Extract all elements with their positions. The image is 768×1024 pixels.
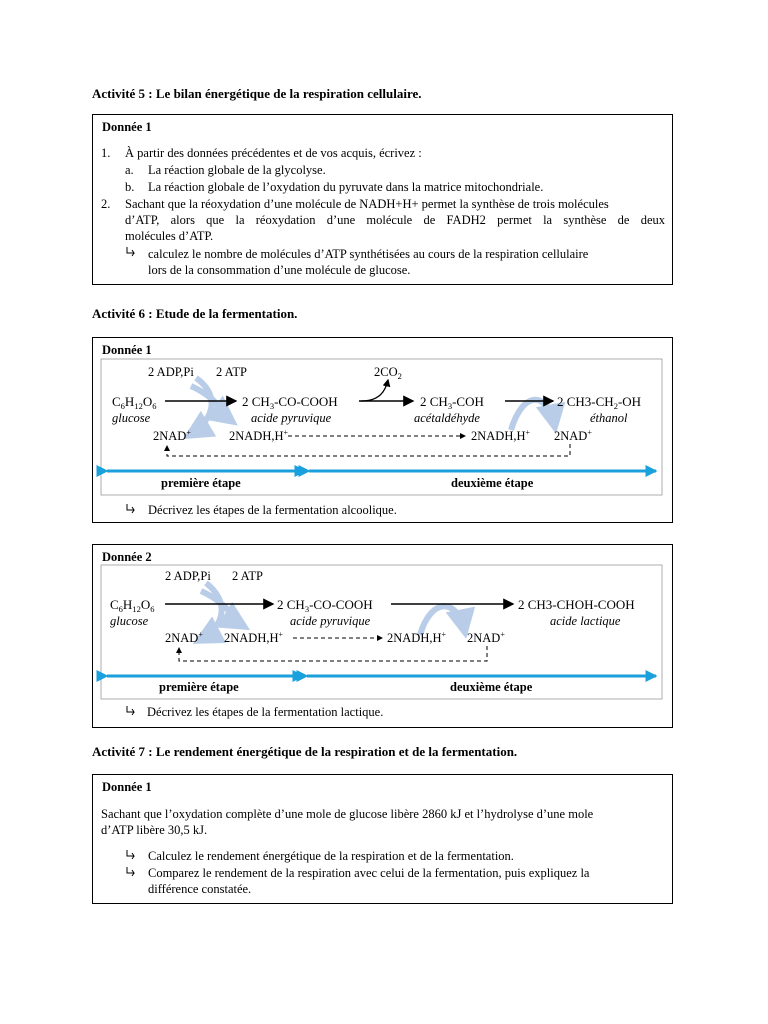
item2-line1: Sachant que la réoxydation d’une molécule de NADH+H+ permet la synthèse de trois molécules xyxy=(125,197,609,211)
diagram-frame xyxy=(101,359,662,495)
pointing-arrow-icon xyxy=(125,246,138,262)
pyruvate-name: acide pyruvique xyxy=(290,614,371,628)
curved-arrow-nad-nadh xyxy=(201,591,245,627)
item1a-text: La réaction globale de la glycolyse. xyxy=(148,163,326,177)
item2-line2: d’ATP, alors que la réoxydation d’une molécule de FADH2 permet la synthèse de deux xyxy=(125,213,665,227)
pyruvate-formula: 2 $CH_3-CO$-COOH xyxy=(277,597,373,614)
question2-line2: différence constatée. xyxy=(148,882,252,896)
donnee2-title: Donnée 2 xyxy=(102,550,152,564)
alcoholic-fermentation-diagram xyxy=(93,338,673,523)
curved-arrow-nadh-nad xyxy=(511,400,555,430)
nad-left: 2NAD+ xyxy=(165,630,203,645)
pointing-arrow-icon xyxy=(125,849,138,865)
para-line1: Sachant que l’oxydation complète d’une mole de glucose libère 2860 kJ et l’hydrolyse d’une mole xyxy=(101,807,594,821)
item1b-label: b. xyxy=(125,180,135,194)
activity5-heading: Activité 5 : Le bilan énergétique de la respiration cellulaire. xyxy=(92,86,422,101)
activity6-heading: Activité 6 : Etude de la fermentation. xyxy=(92,306,298,321)
donnee2-question: Décrivez les étapes de la fermentation lactique. xyxy=(147,705,384,719)
item1-number: 1. xyxy=(101,146,111,160)
glucose-name: glucose xyxy=(112,411,151,425)
para-line2: d’ATP libère 30,5 kJ. xyxy=(101,823,208,837)
question2-line1: Comparez le rendement de la respiration avec celui de la fermentation, puis expliquez la xyxy=(148,866,590,880)
activity7-box xyxy=(92,774,673,904)
donnee1-question: Décrivez les étapes de la fermentation alcoolique. xyxy=(148,503,397,517)
activity7-heading: Activité 7 : Le rendement énergétique de la respiration et de la fermentation. xyxy=(92,744,518,759)
question1: Calculez le rendement énergétique de la respiration et de la fermentation. xyxy=(148,849,514,863)
acetaldehyde-formula: 2 $CH_3$-COH xyxy=(420,394,484,411)
item2-sub-line2: lors de la consommation d’une molécule de glucose. xyxy=(148,263,411,277)
atp-label: 2 ATP xyxy=(232,569,263,583)
nad-right: 2NAD+ xyxy=(467,630,505,645)
first-stage-label: première étape xyxy=(159,680,239,694)
nad-regeneration-loop xyxy=(167,444,570,456)
adp-label: 2 ADP,Pi xyxy=(165,569,211,583)
ethanol-formula: 2 $CH3-CH_2-OH$ xyxy=(557,394,642,411)
item2-number: 2. xyxy=(101,197,111,211)
adp-label: 2 ADP,Pi xyxy=(148,365,194,379)
donnee1-title: Donnée 1 xyxy=(102,343,152,357)
activity5-box-title: Donnée 1 xyxy=(102,120,152,134)
item2-line3: molécules d’ATP. xyxy=(125,229,214,243)
pyruvate-formula: 2 $CH_3-CO$-COOH xyxy=(242,394,338,411)
second-stage-label: deuxième étape xyxy=(450,680,533,694)
item2-sub-line1: calculez le nombre de molécules d’ATP synthétisées au cours de la respiration cellulaire xyxy=(148,247,589,261)
glucose-name: glucose xyxy=(110,614,149,628)
nadh-left: 2NADH,H+ xyxy=(224,630,284,645)
nadh-right: 2NADH,H+ xyxy=(387,630,447,645)
item1-text: À partir des données précédentes et de vos acquis, écrivez : xyxy=(125,146,422,160)
item1a-label: a. xyxy=(125,163,134,177)
nadh-right: 2NADH,H+ xyxy=(471,428,531,443)
nad-regeneration-loop xyxy=(179,646,487,661)
second-stage-label: deuxième étape xyxy=(451,476,534,490)
glucose-formula: $C_6H_{12}O_6$ xyxy=(110,597,155,614)
lactate-name: acide lactique xyxy=(550,614,621,628)
item1b-text: La réaction globale de l’oxydation du pyruvate dans la matrice mitochondriale. xyxy=(148,180,544,194)
lactic-fermentation-diagram xyxy=(93,545,673,728)
nad-left: 2NAD+ xyxy=(153,428,191,443)
lactate-formula: 2 CH3-CHOH-COOH xyxy=(518,597,635,612)
co2-label: $2CO_2$ xyxy=(374,365,402,381)
atp-label: 2 ATP xyxy=(216,365,247,379)
activity6-donnee1-box xyxy=(92,337,673,523)
first-stage-label: première étape xyxy=(161,476,241,490)
activity5-box xyxy=(92,114,673,285)
glucose-formula: $C_6H_{12}O_6$ xyxy=(112,394,157,411)
co2-release-arrow xyxy=(361,380,388,401)
acetaldehyde-name: acétaldéhyde xyxy=(414,411,480,425)
pyruvate-name: acide pyruvique xyxy=(251,411,332,425)
activity7-box-title: Donnée 1 xyxy=(102,780,152,794)
pointing-arrow-icon xyxy=(125,866,138,882)
ethanol-name: éthanol xyxy=(590,411,628,425)
pointing-arrow-icon xyxy=(125,503,138,519)
activity6-donnee2-box xyxy=(92,544,673,728)
nad-right: 2NAD+ xyxy=(554,428,592,443)
nadh-left: 2NADH,H+ xyxy=(229,428,289,443)
pointing-arrow-icon xyxy=(125,705,138,721)
